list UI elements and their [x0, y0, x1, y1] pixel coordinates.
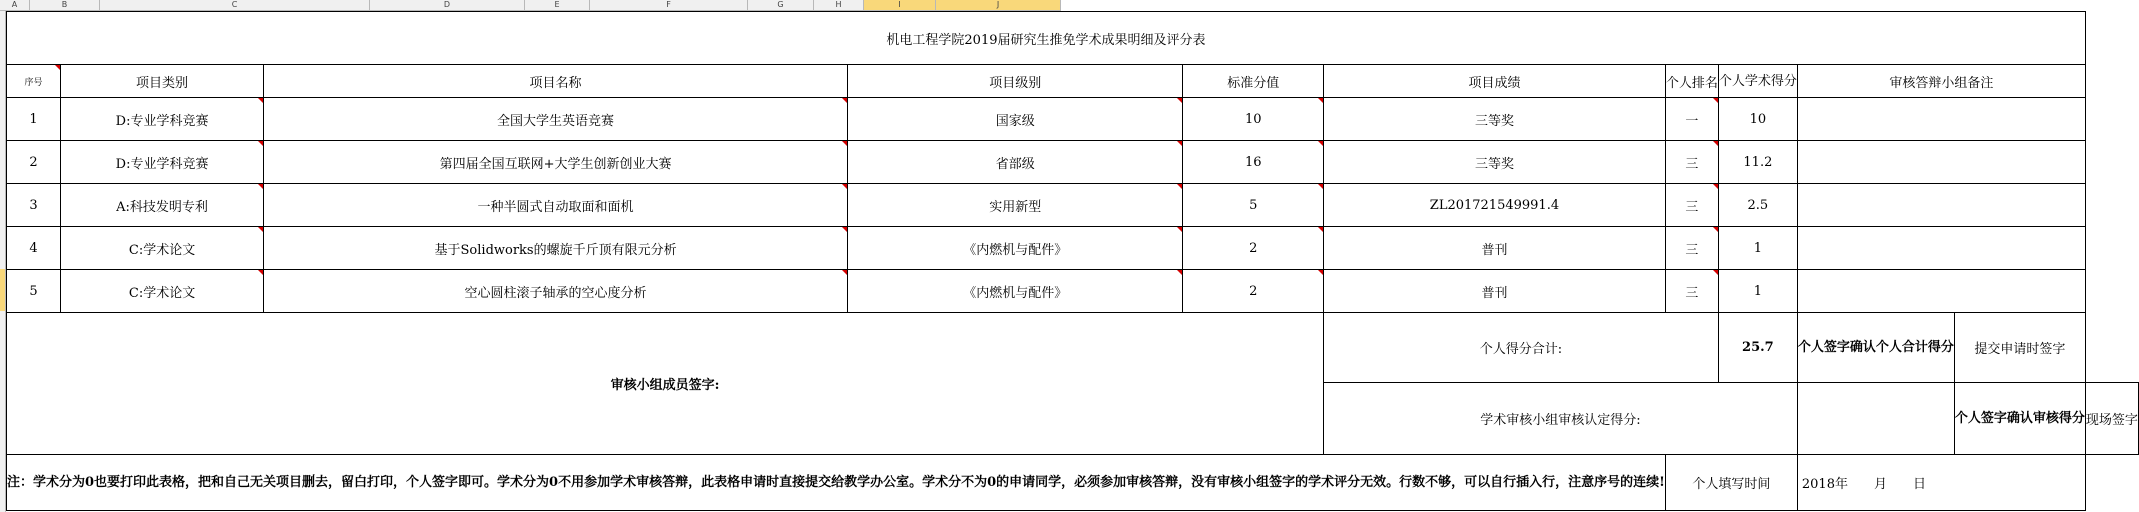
category-cell[interactable]: A:科技发明专利 — [61, 184, 264, 227]
column-header-d[interactable]: D — [370, 0, 525, 10]
sheet-title[interactable]: 机电工程学院2019届研究生推免学术成果明细及评分表 — [7, 12, 2086, 65]
header-category[interactable]: 项目类别 — [61, 65, 264, 98]
rank-cell[interactable]: 三 — [1665, 227, 1718, 270]
level-cell[interactable]: 《内燃机与配件》 — [848, 227, 1183, 270]
category-cell[interactable]: D:专业学科竞赛 — [61, 141, 264, 184]
table-row — [7, 227, 2139, 270]
header-standard[interactable]: 标准分值 — [1183, 65, 1324, 98]
review-score-value[interactable] — [1797, 383, 1954, 455]
column-header-b[interactable]: B — [30, 0, 100, 10]
selected-row-marker — [0, 269, 5, 311]
category-cell[interactable]: C:学术论文 — [61, 227, 264, 270]
result-cell[interactable]: 三等奖 — [1324, 98, 1666, 141]
column-header-i[interactable]: I — [864, 0, 936, 10]
name-cell[interactable]: 全国大学生英语竞赛 — [264, 98, 848, 141]
total-value[interactable]: 25.7 — [1718, 313, 1797, 383]
header-score[interactable]: 个人学术得分 — [1718, 65, 1797, 98]
remark-cell[interactable] — [1797, 98, 2085, 141]
standard-cell[interactable]: 5 — [1183, 184, 1324, 227]
name-cell[interactable]: 第四届全国互联网+大学生创新创业大赛 — [264, 141, 848, 184]
onsite-sign-cell[interactable]: 现场签字 — [2085, 383, 2138, 455]
level-cell[interactable]: 省部级 — [848, 141, 1183, 184]
score-cell[interactable]: 1 — [1718, 227, 1797, 270]
category-cell[interactable]: D:专业学科竞赛 — [61, 98, 264, 141]
column-header-j[interactable]: J — [936, 0, 1061, 10]
standard-cell[interactable]: 2 — [1183, 227, 1324, 270]
rank-cell[interactable]: 三 — [1665, 270, 1718, 313]
fill-time-label[interactable]: 个人填写时间 — [1665, 455, 1797, 511]
seq-cell[interactable]: 5 — [7, 270, 61, 313]
fill-date[interactable]: 2018年 月 日 — [1797, 455, 2085, 511]
standard-cell[interactable]: 10 — [1183, 98, 1324, 141]
column-header-h[interactable]: H — [814, 0, 864, 10]
header-level[interactable]: 项目级别 — [848, 65, 1183, 98]
table-row — [7, 184, 2139, 227]
score-cell[interactable]: 2.5 — [1718, 184, 1797, 227]
level-cell[interactable]: 实用新型 — [848, 184, 1183, 227]
score-cell[interactable]: 11.2 — [1718, 141, 1797, 184]
score-sheet — [6, 11, 2139, 511]
review-sign-area[interactable]: 审核小组成员签字: — [7, 313, 1324, 455]
rank-cell[interactable]: 三 — [1665, 141, 1718, 184]
column-header-a[interactable]: A — [0, 0, 30, 10]
header-remark[interactable]: 审核答辩小组备注 — [1797, 65, 2085, 98]
column-header-e[interactable]: E — [525, 0, 590, 10]
score-cell[interactable]: 10 — [1718, 98, 1797, 141]
column-header-c[interactable]: C — [100, 0, 370, 10]
seq-cell[interactable]: 2 — [7, 141, 61, 184]
seq-cell[interactable]: 1 — [7, 98, 61, 141]
remark-cell[interactable] — [1797, 141, 2085, 184]
name-cell[interactable]: 空心圆柱滚子轴承的空心度分析 — [264, 270, 848, 313]
column-header-g[interactable]: G — [748, 0, 814, 10]
remark-cell[interactable] — [1797, 227, 2085, 270]
name-cell[interactable]: 基于Solidworks的螺旋千斤顶有限元分析 — [264, 227, 848, 270]
seq-cell[interactable]: 3 — [7, 184, 61, 227]
header-rank[interactable]: 个人排名 — [1665, 65, 1718, 98]
standard-cell[interactable]: 2 — [1183, 270, 1324, 313]
rank-cell[interactable]: 一 — [1665, 98, 1718, 141]
column-header-bar — [0, 0, 1061, 11]
rank-cell[interactable]: 三 — [1665, 184, 1718, 227]
name-cell[interactable]: 一种半圆式自动取面和面机 — [264, 184, 848, 227]
confirm-review-label[interactable]: 个人签字确认审核得分 — [1954, 383, 2085, 455]
column-header-f[interactable]: F — [590, 0, 748, 10]
standard-cell[interactable]: 16 — [1183, 141, 1324, 184]
level-cell[interactable]: 《内燃机与配件》 — [848, 270, 1183, 313]
table-row — [7, 141, 2139, 184]
result-cell[interactable]: 普刊 — [1324, 227, 1666, 270]
score-cell[interactable]: 1 — [1718, 270, 1797, 313]
header-seq[interactable]: 序号 — [7, 65, 61, 98]
remark-cell[interactable] — [1797, 184, 2085, 227]
table-row — [7, 98, 2139, 141]
seq-cell[interactable]: 4 — [7, 227, 61, 270]
remark-cell-selected[interactable] — [1797, 270, 2085, 313]
table-row — [7, 270, 2139, 313]
category-cell[interactable]: C:学术论文 — [61, 270, 264, 313]
review-score-label[interactable]: 学术审核小组审核认定得分: — [1324, 383, 1798, 455]
header-result[interactable]: 项目成绩 — [1324, 65, 1666, 98]
result-cell[interactable]: 三等奖 — [1324, 141, 1666, 184]
submit-sign-cell[interactable]: 提交申请时签字 — [1954, 313, 2085, 383]
result-cell[interactable]: ZL201721549991.4 — [1324, 184, 1666, 227]
level-cell[interactable]: 国家级 — [848, 98, 1183, 141]
result-cell[interactable]: 普刊 — [1324, 270, 1666, 313]
header-name[interactable]: 项目名称 — [264, 65, 848, 98]
confirm-total-label[interactable]: 个人签字确认个人合计得分 — [1797, 313, 1954, 383]
note-text[interactable]: 注：学术分为0也要打印此表格，把和自己无关项目删去，留白打印，个人签字即可。学术分为0不用参加学术审核答辩，此表格申请时直接提交给教学办公室。学术分不为0的申请同学，必须参加审核答辩，没有审核小组签字的学术评分无效。行数不够，可以自行插入行，注意序号的连续! — [7, 455, 1666, 511]
total-label[interactable]: 个人得分合计: — [1324, 313, 1719, 383]
